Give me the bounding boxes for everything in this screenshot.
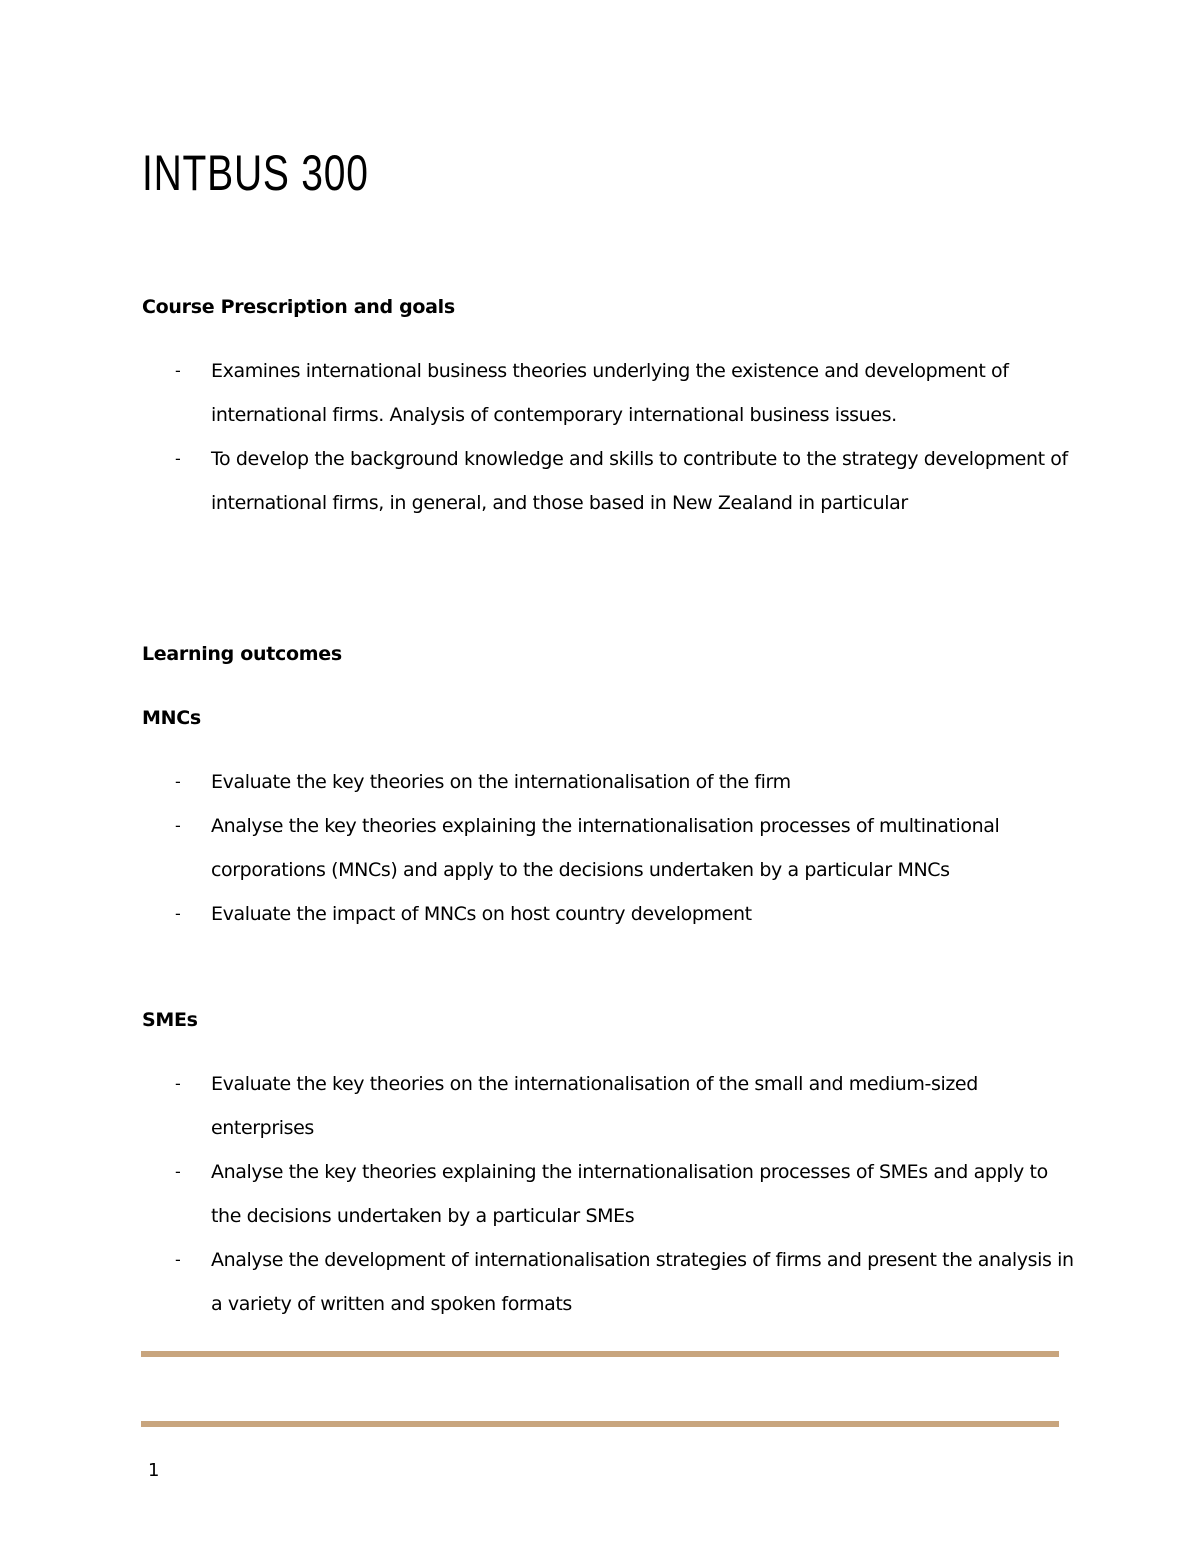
page-number: 1 <box>148 1460 160 1481</box>
list-item-text: Analyse the key theories explaining the internationalisation processes of SMEs and apply to the decisions undertaken by a particular SMEs <box>211 1161 1048 1227</box>
list-item <box>142 1150 1082 1238</box>
list-item-text: Evaluate the impact of MNCs on host country development <box>211 903 752 925</box>
list-item <box>142 349 1082 437</box>
bullet-dash: - <box>175 772 181 791</box>
list-item <box>142 760 1082 804</box>
list-item <box>142 892 1082 936</box>
course-goals-list <box>142 349 1082 525</box>
bullet-dash: - <box>175 1162 181 1181</box>
list-item-text: Examines international business theories underlying the existence and development of international firms. Analysis of contemporary international business issues. <box>211 360 1009 426</box>
bullet-dash: - <box>175 1250 181 1269</box>
bullet-dash: - <box>175 1074 181 1093</box>
bullet-dash: - <box>175 361 181 380</box>
list-item <box>142 804 1082 892</box>
list-item <box>142 1238 1082 1326</box>
course-prescription-heading: Course Prescription and goals <box>142 296 455 318</box>
list-item-text: Evaluate the key theories on the internationalisation of the small and medium-sized enterprises <box>211 1073 978 1139</box>
list-item-text: Analyse the key theories explaining the internationalisation processes of multinational corporations (MNCs) and apply to the decisions undertaken by a particular MNCs <box>211 815 1000 881</box>
bullet-dash: - <box>175 816 181 835</box>
mncs-outcomes-list <box>142 760 1082 936</box>
page-title: INTBUS 300 <box>142 145 369 201</box>
smes-outcomes-list <box>142 1062 1082 1326</box>
footer-divider-bottom <box>141 1421 1059 1427</box>
bullet-dash: - <box>175 449 181 468</box>
footer-divider-top <box>141 1351 1059 1357</box>
learning-outcomes-heading: Learning outcomes <box>142 643 342 665</box>
smes-heading: SMEs <box>142 1009 198 1031</box>
list-item <box>142 437 1082 525</box>
list-item-text: To develop the background knowledge and skills to contribute to the strategy development of international firms, in general, and those based in New Zealand in particular <box>211 448 1068 514</box>
list-item-text: Analyse the development of internationalisation strategies of firms and present the analysis in a variety of written and spoken formats <box>211 1249 1074 1315</box>
list-item <box>142 1062 1082 1150</box>
bullet-dash: - <box>175 904 181 923</box>
mncs-heading: MNCs <box>142 707 201 729</box>
list-item-text: Evaluate the key theories on the internationalisation of the firm <box>211 771 791 793</box>
